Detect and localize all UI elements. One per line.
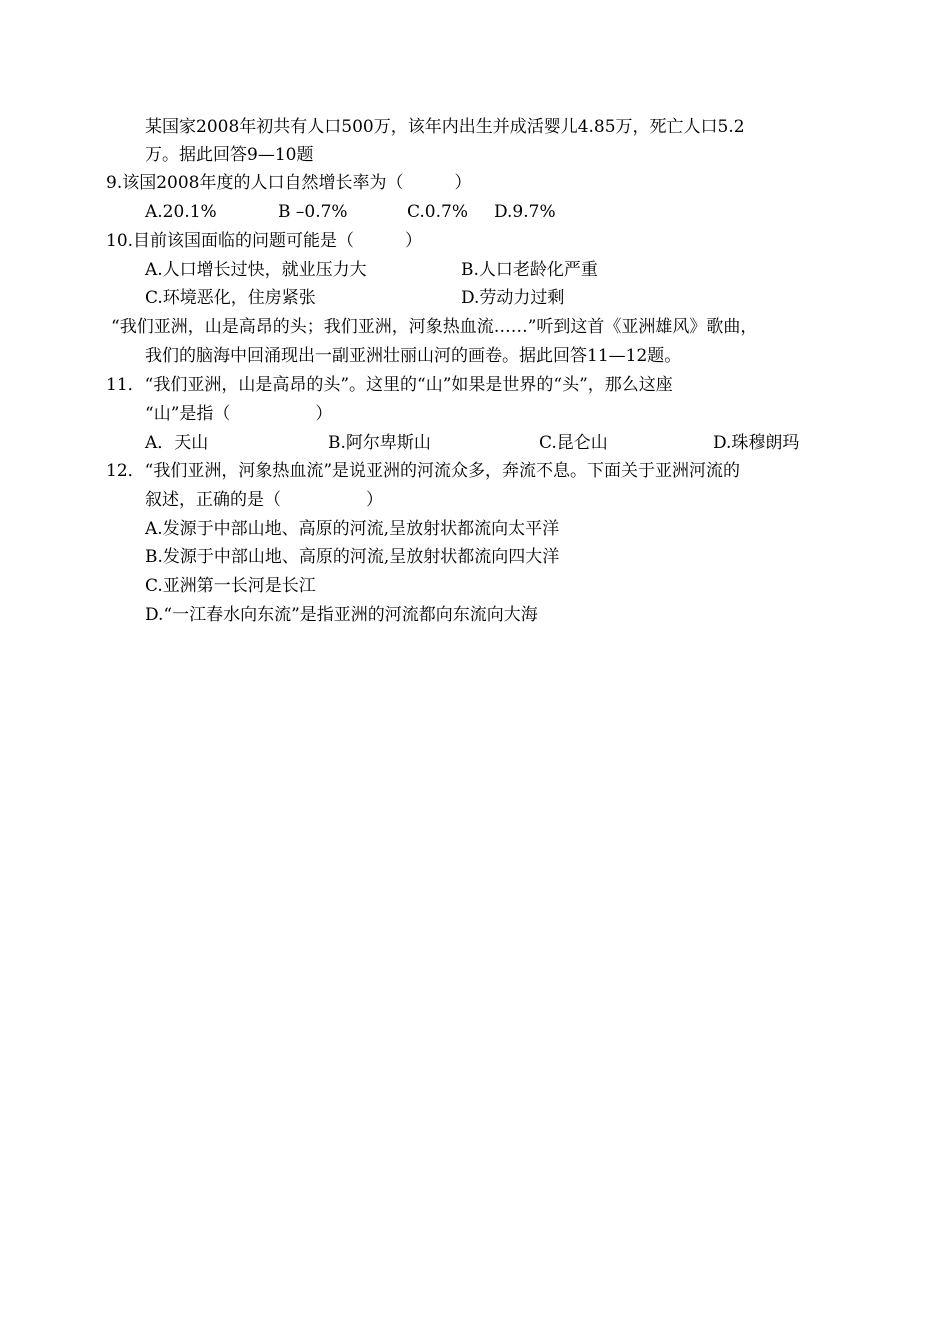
q9-option-a: A.20.1%	[145, 202, 217, 222]
intro2-line1: “我们亚洲，山是高昂的头；我们亚洲，河象热血流……”听到这首《亚洲雄风》歌曲，	[111, 317, 758, 337]
q12-stem-line1: 12．“我们亚洲，河象热血流”是说亚洲的河流众多，奔流不息。下面关于亚洲河流的	[106, 461, 741, 481]
q10-stem: 10.目前该国面临的问题可能是（ ）	[106, 231, 423, 251]
q11-option-a: A．天山	[145, 433, 209, 453]
q11-stem-line2: “山”是指（ ）	[145, 404, 333, 424]
intro1-line1: 某国家2008年初共有人口500万，该年内出生并成活婴儿4.85万，死亡人口5.2	[145, 117, 745, 137]
q10-option-b: B.人口老龄化严重	[461, 260, 598, 280]
q9-option-c: C.0.7%	[407, 202, 468, 222]
q10-option-c: C.环境恶化，住房紧张	[145, 288, 316, 308]
q9-option-b: B –0.7%	[278, 202, 348, 222]
q12-stem-line2: 叙述，正确的是（ ）	[145, 490, 383, 510]
q9-option-d: D.9.7%	[494, 202, 556, 222]
q12-option-c: C.亚洲第一长河是长江	[145, 576, 316, 596]
q12-option-d: D.“一江春水向东流”是指亚洲的河流都向东流向大海	[145, 605, 538, 625]
intro1-line2: 万。据此回答9—10题	[145, 145, 314, 165]
q11-option-c: C.昆仑山	[539, 433, 608, 453]
q9-stem: 9.该国2008年度的人口自然增长率为（ ）	[106, 173, 472, 193]
q11-stem-line1: 11．“我们亚洲，山是高昂的头”。这里的“山”如果是世界的“头”，那么这座	[106, 375, 673, 395]
intro2-line2: 我们的脑海中回涌现出一副亚洲壮丽山河的画卷。据此回答11—12题。	[145, 346, 682, 366]
q10-option-d: D.劳动力过剩	[461, 288, 565, 308]
q11-option-d: D.珠穆朗玛	[713, 433, 800, 453]
q12-option-b: B.发源于中部山地、高原的河流,呈放射状都流向四大洋	[145, 547, 560, 567]
q12-option-a: A.发源于中部山地、高原的河流,呈放射状都流向太平洋	[145, 519, 560, 539]
q10-option-a: A.人口增长过快，就业压力大	[145, 260, 367, 280]
q11-option-b: B.阿尔卑斯山	[328, 433, 431, 453]
